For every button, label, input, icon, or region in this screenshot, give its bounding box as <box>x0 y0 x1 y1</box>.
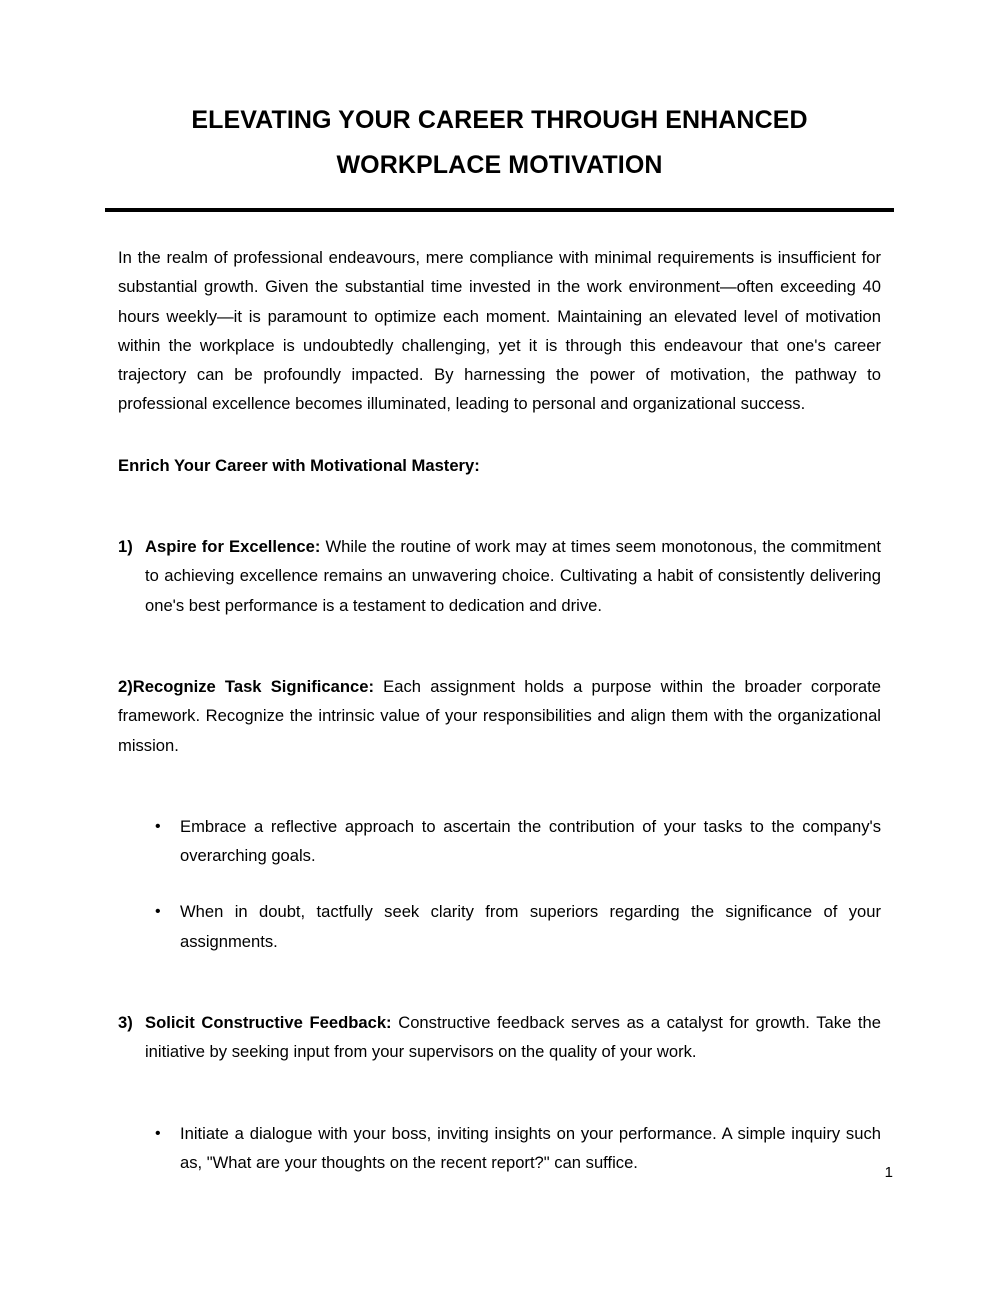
bullet-icon: • <box>155 817 161 835</box>
numbered-item-2 <box>118 672 881 760</box>
list-item <box>118 812 881 871</box>
numbered-item-2-marker: 2) <box>118 676 133 696</box>
spacer <box>118 870 881 897</box>
section-heading: Enrich Your Career with Motivational Mastery: <box>118 455 480 475</box>
numbered-item-3-marker: 3) <box>118 1013 133 1033</box>
document-body <box>118 243 881 1177</box>
numbered-item-3-label: Solicit Constructive Feedback: <box>145 1013 392 1033</box>
list-item <box>118 897 881 956</box>
bullet-icon: • <box>155 903 161 921</box>
spacer <box>118 1067 881 1119</box>
numbered-item-1-label: Aspire for Excellence: <box>145 537 321 557</box>
numbered-item-3 <box>118 1008 881 1067</box>
page-title-line-2: WORKPLACE MOTIVATION <box>336 151 663 179</box>
list-item <box>118 1119 881 1178</box>
numbered-item-3-text: Constructive feedback serves as a catalyst for growth. Take the initiative by seeking input from your supervisors on the quality of your work. <box>145 1013 882 1062</box>
numbered-item-1 <box>118 532 881 620</box>
list-item-text: When in doubt, tactfully seek clarity from superiors regarding the significance of your assignments. <box>180 902 881 951</box>
spacer <box>118 620 881 672</box>
intro-paragraph: In the realm of professional endeavours, mere compliance with minimal requirements is insufficient for substantial growth. Given the substantial time invested in the work environment—often exceeding 40 hours weekly—it is paramount to optimize each moment. Maintaining an elevated level of motivation within the workplace is undoubtedly challenging, yet it is through this endeavour that one's career trajectory can be profoundly impacted. By harnessing the power of motivation, the pathway to professional excellence becomes illuminated, leading to personal and organizational success. <box>118 248 881 414</box>
numbered-item-2-text: Each assignment holds a purpose within the broader corporate framework. Recognize the intrinsic value of your responsibilities and align them with the organizational mission. <box>118 676 882 755</box>
page-title <box>105 98 894 188</box>
list-item-text: Embrace a reflective approach to ascertain the contribution of your tasks to the company's overarching goals. <box>180 816 881 866</box>
page-number: 1 <box>884 1164 893 1181</box>
spacer <box>118 760 881 812</box>
page-title-line-1: ELEVATING YOUR CAREER THROUGH ENHANCED <box>191 106 808 134</box>
spacer <box>118 419 881 451</box>
spacer <box>118 956 881 1008</box>
spacer <box>118 480 881 532</box>
numbered-item-1-marker: 1) <box>118 537 133 557</box>
title-divider-rule <box>105 208 894 212</box>
list-item-text: Initiate a dialogue with your boss, inviting insights on your performance. A simple inquiry such as, "What are your thoughts on the recent report?" can suffice. <box>180 1123 881 1172</box>
numbered-item-2-label: Recognize Task Significance: <box>132 676 374 696</box>
numbered-item-1-text: While the routine of work may at times seem monotonous, the commitment to achieving excellence remains an unwavering choice. Cultivating a habit of consistently delivering one's best performance is a testament to dedication and drive. <box>145 537 881 615</box>
bullet-icon: • <box>155 1124 161 1142</box>
